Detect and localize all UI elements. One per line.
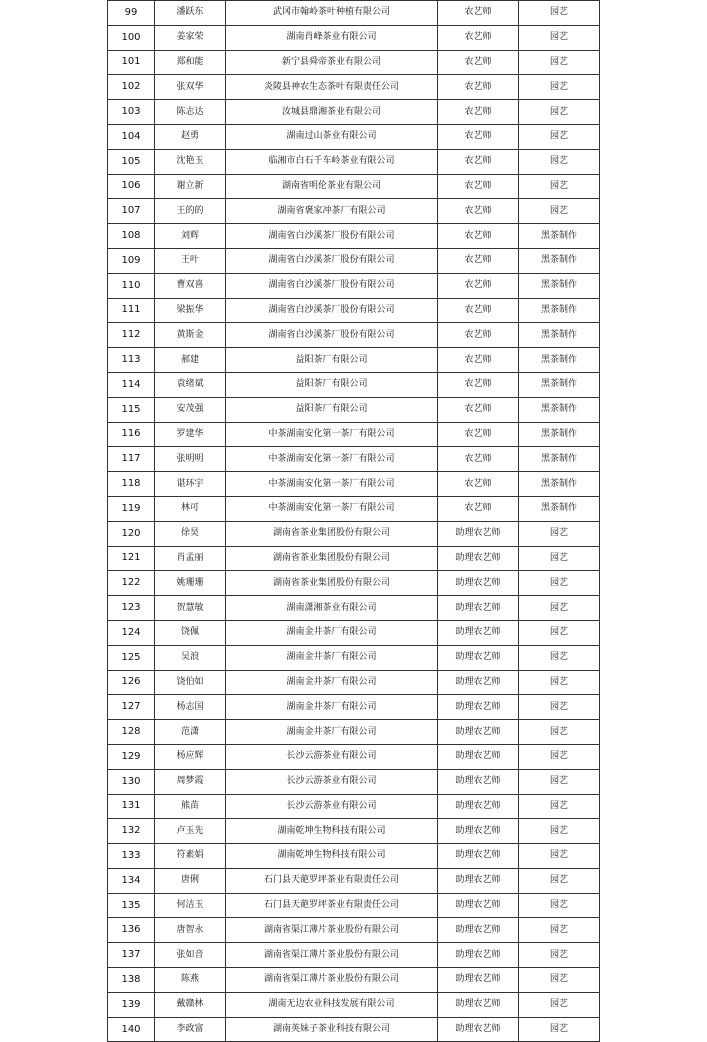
specialty-cell: 园艺 (519, 720, 600, 745)
row-number-cell: 127 (108, 695, 155, 720)
title-level-cell: 农艺师 (438, 298, 519, 323)
specialty-cell: 园艺 (519, 50, 600, 75)
specialty-cell: 园艺 (519, 75, 600, 100)
row-number-cell: 113 (108, 348, 155, 373)
table-row (108, 149, 600, 174)
table-row (108, 868, 600, 893)
table-row (108, 422, 600, 447)
table-row (108, 844, 600, 869)
row-number-cell: 133 (108, 844, 155, 869)
row-number-cell: 140 (108, 1017, 155, 1042)
table-row (108, 571, 600, 596)
person-name-cell: 饶佩 (155, 620, 226, 645)
company-name-cell: 石门县天葩罗坪茶业有限责任公司 (226, 893, 438, 918)
title-level-cell: 农艺师 (438, 422, 519, 447)
title-level-cell: 农艺师 (438, 248, 519, 273)
row-number-cell: 103 (108, 100, 155, 125)
title-level-cell: 助理农艺师 (438, 670, 519, 695)
specialty-cell: 黑茶制作 (519, 496, 600, 521)
specialty-cell: 园艺 (519, 844, 600, 869)
specialty-cell: 黑茶制作 (519, 397, 600, 422)
title-level-cell: 助理农艺师 (438, 571, 519, 596)
person-name-cell: 符素娟 (155, 844, 226, 869)
company-name-cell: 湖南英妹子茶业科技有限公司 (226, 1017, 438, 1042)
table-row (108, 645, 600, 670)
row-number-cell: 106 (108, 174, 155, 199)
title-level-cell: 农艺师 (438, 75, 519, 100)
row-number-cell: 117 (108, 447, 155, 472)
company-name-cell: 湖南省茶业集团股份有限公司 (226, 571, 438, 596)
specialty-cell: 园艺 (519, 819, 600, 844)
table-row (108, 397, 600, 422)
row-number-cell: 109 (108, 248, 155, 273)
title-level-cell: 农艺师 (438, 224, 519, 249)
title-level-cell: 农艺师 (438, 323, 519, 348)
table-row (108, 496, 600, 521)
table-row (108, 25, 600, 50)
specialty-cell: 园艺 (519, 174, 600, 199)
table-row (108, 348, 600, 373)
table-row (108, 546, 600, 571)
table-row (108, 943, 600, 968)
person-name-cell: 沈艳玉 (155, 149, 226, 174)
title-level-cell: 农艺师 (438, 174, 519, 199)
specialty-cell: 园艺 (519, 596, 600, 621)
company-name-cell: 湖南省渠江薄片茶业股份有限公司 (226, 968, 438, 993)
title-level-cell: 农艺师 (438, 273, 519, 298)
row-number-cell: 121 (108, 546, 155, 571)
title-level-cell: 助理农艺师 (438, 794, 519, 819)
company-name-cell: 湖南省褒家冲茶厂有限公司 (226, 199, 438, 224)
company-name-cell: 湖南省渠江薄片茶业股份有限公司 (226, 943, 438, 968)
person-name-cell: 周梦霞 (155, 769, 226, 794)
row-number-cell: 108 (108, 224, 155, 249)
row-number-cell: 124 (108, 620, 155, 645)
person-name-cell: 赵勇 (155, 124, 226, 149)
table-row (108, 273, 600, 298)
company-name-cell: 湖南省渠江薄片茶业股份有限公司 (226, 918, 438, 943)
company-name-cell: 中茶湖南安化第一茶厂有限公司 (226, 447, 438, 472)
specialty-cell: 园艺 (519, 744, 600, 769)
person-name-cell: 张如音 (155, 943, 226, 968)
title-level-cell: 助理农艺师 (438, 720, 519, 745)
title-level-cell: 助理农艺师 (438, 893, 519, 918)
row-number-cell: 123 (108, 596, 155, 621)
person-name-cell: 梁振华 (155, 298, 226, 323)
person-name-cell: 范潇 (155, 720, 226, 745)
row-number-cell: 135 (108, 893, 155, 918)
row-number-cell: 122 (108, 571, 155, 596)
company-name-cell: 湖南肖峰茶业有限公司 (226, 25, 438, 50)
specialty-cell: 黑茶制作 (519, 372, 600, 397)
person-name-cell: 卢玉先 (155, 819, 226, 844)
person-name-cell: 张双华 (155, 75, 226, 100)
row-number-cell: 132 (108, 819, 155, 844)
specialty-cell: 黑茶制作 (519, 447, 600, 472)
person-name-cell: 王叶 (155, 248, 226, 273)
table-row (108, 968, 600, 993)
person-name-cell: 徐昊 (155, 521, 226, 546)
person-name-cell: 谢立新 (155, 174, 226, 199)
person-name-cell: 杨应辉 (155, 744, 226, 769)
row-number-cell: 119 (108, 496, 155, 521)
table-row (108, 620, 600, 645)
specialty-cell: 园艺 (519, 546, 600, 571)
table-row (108, 596, 600, 621)
specialty-cell: 园艺 (519, 645, 600, 670)
title-level-cell: 助理农艺师 (438, 769, 519, 794)
specialty-cell: 黑茶制作 (519, 323, 600, 348)
person-name-cell: 潘跃东 (155, 1, 226, 26)
title-level-cell: 农艺师 (438, 149, 519, 174)
person-name-cell: 何洁玉 (155, 893, 226, 918)
row-number-cell: 104 (108, 124, 155, 149)
person-name-cell: 安茂强 (155, 397, 226, 422)
specialty-cell: 园艺 (519, 794, 600, 819)
table-row (108, 248, 600, 273)
row-number-cell: 111 (108, 298, 155, 323)
title-level-cell: 农艺师 (438, 124, 519, 149)
table-row (108, 224, 600, 249)
table-row (108, 1017, 600, 1042)
specialty-cell: 园艺 (519, 521, 600, 546)
specialty-cell: 黑茶制作 (519, 298, 600, 323)
person-name-cell: 黄斯金 (155, 323, 226, 348)
company-name-cell: 长沙云游茶业有限公司 (226, 769, 438, 794)
specialty-cell: 园艺 (519, 769, 600, 794)
specialty-cell: 园艺 (519, 25, 600, 50)
company-name-cell: 湖南金井茶厂有限公司 (226, 695, 438, 720)
company-name-cell: 中茶湖南安化第一茶厂有限公司 (226, 496, 438, 521)
row-number-cell: 114 (108, 372, 155, 397)
person-name-cell: 陈燕 (155, 968, 226, 993)
table-row (108, 720, 600, 745)
person-name-cell: 唐智永 (155, 918, 226, 943)
specialty-cell: 园艺 (519, 100, 600, 125)
row-number-cell: 99 (108, 1, 155, 26)
row-number-cell: 112 (108, 323, 155, 348)
company-name-cell: 湖南金井茶厂有限公司 (226, 670, 438, 695)
company-name-cell: 武冈市翰岭茶叶种植有限公司 (226, 1, 438, 26)
company-name-cell: 湖南省茶业集团股份有限公司 (226, 521, 438, 546)
person-name-cell: 饶伯如 (155, 670, 226, 695)
title-level-cell: 助理农艺师 (438, 695, 519, 720)
specialty-cell: 园艺 (519, 893, 600, 918)
specialty-cell: 黑茶制作 (519, 348, 600, 373)
title-level-cell: 农艺师 (438, 100, 519, 125)
row-number-cell: 120 (108, 521, 155, 546)
table-row (108, 992, 600, 1017)
row-number-cell: 101 (108, 50, 155, 75)
company-name-cell: 湖南省白沙溪茶厂股份有限公司 (226, 323, 438, 348)
company-name-cell: 长沙云游茶业有限公司 (226, 744, 438, 769)
title-level-cell: 农艺师 (438, 1, 519, 26)
specialty-cell: 黑茶制作 (519, 273, 600, 298)
row-number-cell: 126 (108, 670, 155, 695)
row-number-cell: 130 (108, 769, 155, 794)
company-name-cell: 湖南金井茶厂有限公司 (226, 645, 438, 670)
specialty-cell: 园艺 (519, 571, 600, 596)
specialty-cell: 园艺 (519, 124, 600, 149)
company-name-cell: 湖南省茶业集团股份有限公司 (226, 546, 438, 571)
company-name-cell: 益阳茶厂有限公司 (226, 397, 438, 422)
company-name-cell: 湖南省白沙溪茶厂股份有限公司 (226, 273, 438, 298)
row-number-cell: 100 (108, 25, 155, 50)
title-level-cell: 农艺师 (438, 372, 519, 397)
table-row (108, 918, 600, 943)
row-number-cell: 125 (108, 645, 155, 670)
specialty-cell: 园艺 (519, 1, 600, 26)
specialty-cell: 黑茶制作 (519, 422, 600, 447)
row-number-cell: 105 (108, 149, 155, 174)
table-row (108, 447, 600, 472)
company-name-cell: 新宁县舜帝茶业有限公司 (226, 50, 438, 75)
company-name-cell: 临湘市白石千车岭茶业有限公司 (226, 149, 438, 174)
table-row (108, 893, 600, 918)
person-name-cell: 郑和能 (155, 50, 226, 75)
specialty-cell: 园艺 (519, 149, 600, 174)
person-name-cell: 陈志达 (155, 100, 226, 125)
company-name-cell: 湖南过山茶业有限公司 (226, 124, 438, 149)
title-level-cell: 农艺师 (438, 397, 519, 422)
table-row (108, 521, 600, 546)
person-name-cell: 袁绪斌 (155, 372, 226, 397)
table-row (108, 372, 600, 397)
title-level-cell: 农艺师 (438, 199, 519, 224)
specialty-cell: 园艺 (519, 992, 600, 1017)
person-name-cell: 戴赣林 (155, 992, 226, 1017)
specialty-cell: 黑茶制作 (519, 224, 600, 249)
row-number-cell: 134 (108, 868, 155, 893)
company-name-cell: 湖南省白沙溪茶厂股份有限公司 (226, 248, 438, 273)
specialty-cell: 园艺 (519, 620, 600, 645)
specialty-cell: 园艺 (519, 199, 600, 224)
table-row (108, 1, 600, 26)
specialty-cell: 园艺 (519, 1017, 600, 1042)
row-number-cell: 102 (108, 75, 155, 100)
specialty-cell: 园艺 (519, 670, 600, 695)
table-row (108, 670, 600, 695)
person-name-cell: 曹双喜 (155, 273, 226, 298)
person-name-cell: 吴浪 (155, 645, 226, 670)
row-number-cell: 115 (108, 397, 155, 422)
row-number-cell: 136 (108, 918, 155, 943)
title-level-cell: 农艺师 (438, 447, 519, 472)
title-level-cell: 农艺师 (438, 50, 519, 75)
person-name-cell: 刘辉 (155, 224, 226, 249)
company-name-cell: 石门县天葩罗坪茶业有限责任公司 (226, 868, 438, 893)
row-number-cell: 110 (108, 273, 155, 298)
title-level-cell: 农艺师 (438, 348, 519, 373)
specialty-cell: 园艺 (519, 968, 600, 993)
table-row (108, 769, 600, 794)
company-name-cell: 炎陵县神农生态茶叶有限责任公司 (226, 75, 438, 100)
title-level-cell: 助理农艺师 (438, 968, 519, 993)
title-level-cell: 助理农艺师 (438, 844, 519, 869)
row-number-cell: 139 (108, 992, 155, 1017)
table-row (108, 472, 600, 497)
table-row (108, 744, 600, 769)
table-row (108, 199, 600, 224)
specialty-cell: 园艺 (519, 695, 600, 720)
table-row (108, 75, 600, 100)
person-name-cell: 王的的 (155, 199, 226, 224)
table-row (108, 323, 600, 348)
person-name-cell: 熊苗 (155, 794, 226, 819)
table-row (108, 819, 600, 844)
table-row (108, 695, 600, 720)
specialty-cell: 黑茶制作 (519, 472, 600, 497)
company-name-cell: 湖南乾坤生物科技有限公司 (226, 819, 438, 844)
specialty-cell: 园艺 (519, 868, 600, 893)
company-name-cell: 湖南无边农业科技发展有限公司 (226, 992, 438, 1017)
title-level-cell: 助理农艺师 (438, 620, 519, 645)
table-row (108, 298, 600, 323)
company-name-cell: 湖南省明伦茶业有限公司 (226, 174, 438, 199)
title-level-cell: 助理农艺师 (438, 819, 519, 844)
row-number-cell: 131 (108, 794, 155, 819)
company-name-cell: 湖南省白沙溪茶厂股份有限公司 (226, 224, 438, 249)
person-name-cell: 姜家荣 (155, 25, 226, 50)
table-row (108, 50, 600, 75)
company-name-cell: 湖南省白沙溪茶厂股份有限公司 (226, 298, 438, 323)
company-name-cell: 湖南金井茶厂有限公司 (226, 620, 438, 645)
person-name-cell: 谌环宇 (155, 472, 226, 497)
person-name-cell: 张明明 (155, 447, 226, 472)
title-level-cell: 助理农艺师 (438, 992, 519, 1017)
company-name-cell: 中茶湖南安化第一茶厂有限公司 (226, 472, 438, 497)
company-name-cell: 湖南乾坤生物科技有限公司 (226, 844, 438, 869)
row-number-cell: 129 (108, 744, 155, 769)
person-name-cell: 贺慧敏 (155, 596, 226, 621)
specialty-cell: 黑茶制作 (519, 248, 600, 273)
row-number-cell: 116 (108, 422, 155, 447)
title-level-cell: 助理农艺师 (438, 521, 519, 546)
roster-table (107, 0, 600, 1042)
table-row (108, 124, 600, 149)
person-name-cell: 郝建 (155, 348, 226, 373)
company-name-cell: 益阳茶厂有限公司 (226, 348, 438, 373)
person-name-cell: 唐俐 (155, 868, 226, 893)
company-name-cell: 湖南潇湘茶业有限公司 (226, 596, 438, 621)
specialty-cell: 园艺 (519, 918, 600, 943)
person-name-cell: 罗建华 (155, 422, 226, 447)
title-level-cell: 助理农艺师 (438, 744, 519, 769)
title-level-cell: 助理农艺师 (438, 546, 519, 571)
title-level-cell: 助理农艺师 (438, 943, 519, 968)
row-number-cell: 138 (108, 968, 155, 993)
row-number-cell: 128 (108, 720, 155, 745)
row-number-cell: 118 (108, 472, 155, 497)
title-level-cell: 农艺师 (438, 472, 519, 497)
company-name-cell: 长沙云游茶业有限公司 (226, 794, 438, 819)
person-name-cell: 肖孟丽 (155, 546, 226, 571)
roster-table-body (108, 1, 600, 1042)
title-level-cell: 助理农艺师 (438, 1017, 519, 1042)
person-name-cell: 杨志国 (155, 695, 226, 720)
company-name-cell: 益阳茶厂有限公司 (226, 372, 438, 397)
person-name-cell: 李政富 (155, 1017, 226, 1042)
title-level-cell: 助理农艺师 (438, 868, 519, 893)
title-level-cell: 农艺师 (438, 25, 519, 50)
company-name-cell: 汝城县鼎湘茶业有限公司 (226, 100, 438, 125)
row-number-cell: 137 (108, 943, 155, 968)
company-name-cell: 中茶湖南安化第一茶厂有限公司 (226, 422, 438, 447)
row-number-cell: 107 (108, 199, 155, 224)
specialty-cell: 园艺 (519, 943, 600, 968)
title-level-cell: 助理农艺师 (438, 596, 519, 621)
title-level-cell: 助理农艺师 (438, 645, 519, 670)
title-level-cell: 助理农艺师 (438, 918, 519, 943)
person-name-cell: 林可 (155, 496, 226, 521)
title-level-cell: 农艺师 (438, 496, 519, 521)
table-row (108, 100, 600, 125)
table-row (108, 174, 600, 199)
company-name-cell: 湖南金井茶厂有限公司 (226, 720, 438, 745)
table-row (108, 794, 600, 819)
person-name-cell: 姚珊珊 (155, 571, 226, 596)
